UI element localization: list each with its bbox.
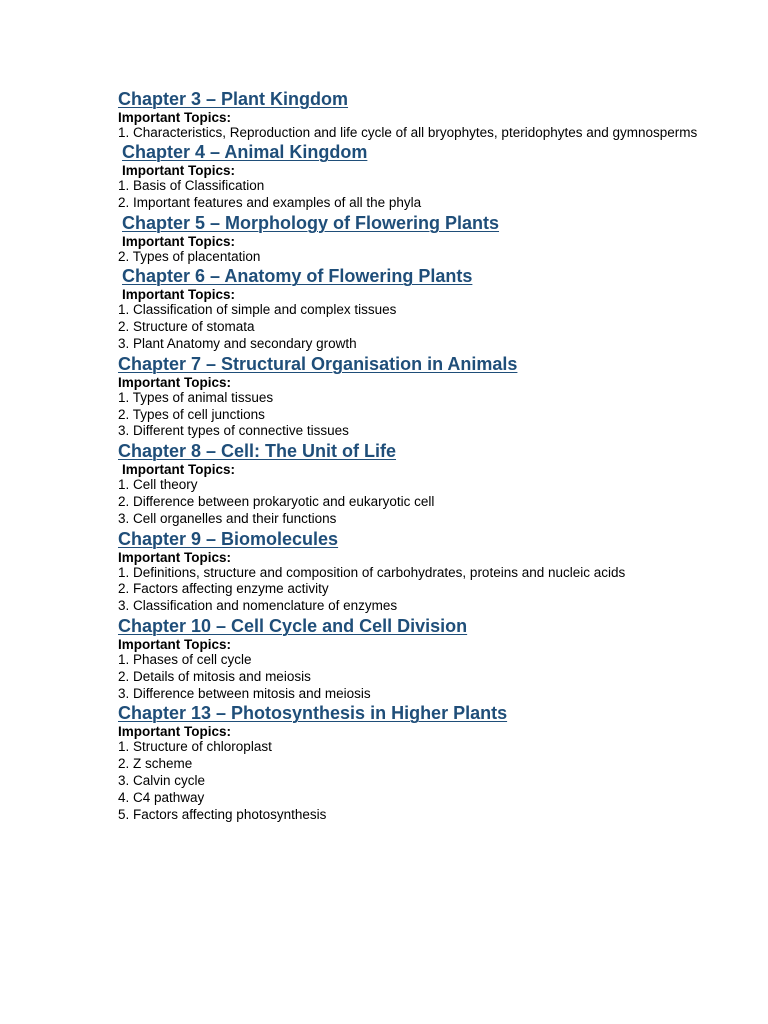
chapter-3-topics-label: Important Topics: [118, 110, 231, 125]
chapter-5-section [118, 212, 738, 266]
topic-item: 1. Phases of cell cycle [118, 651, 252, 667]
topic-item: 1. Types of animal tissues [118, 389, 274, 405]
chapter-5-topics-label: Important Topics: [122, 233, 235, 249]
topic-item: 5. Factors affecting photosynthesis [118, 806, 327, 822]
chapter-6-title[interactable]: Chapter 6 – Anatomy of Flowering Plants [122, 266, 473, 287]
topic-item: 3. Calvin cycle [118, 772, 206, 788]
chapter-7-topics-label: Important Topics: [118, 374, 231, 390]
chapter-10-title[interactable]: Chapter 10 – Cell Cycle and Cell Division [118, 615, 468, 636]
chapter-9-topics-label: Important Topics: [118, 549, 231, 565]
chapter-10-topics-label: Important Topics: [118, 636, 231, 652]
chapter-4-topic-list [118, 178, 738, 212]
chapter-6-section [118, 265, 738, 352]
topic-item: 2. Factors affecting enzyme activity [118, 581, 329, 597]
chapter-4-title[interactable]: Chapter 4 – Animal Kingdom [122, 142, 368, 162]
topic-item: 1. Basis of Classification [118, 178, 265, 193]
chapter-8-topics-label: Important Topics: [122, 462, 235, 478]
chapter-8-section [118, 440, 738, 527]
chapter-6-topic-list [118, 302, 738, 352]
topic-item: 2. Structure of stomata [118, 319, 255, 335]
chapter-9-title[interactable]: Chapter 9 – Biomolecules [118, 528, 339, 549]
chapter-3-title[interactable]: Chapter 3 – Plant Kingdom [118, 89, 349, 109]
chapter-13-topics-label: Important Topics: [118, 724, 231, 740]
chapter-8-title[interactable]: Chapter 8 – Cell: The Unit of Life [118, 441, 397, 462]
chapter-10-section [118, 615, 738, 702]
topic-item: 2. Types of placentation [118, 248, 261, 264]
document-body [118, 88, 738, 823]
topic-item: 3. Classification and nomenclature of enzymes [118, 598, 398, 614]
topic-item: 2. Details of mitosis and meiosis [118, 668, 311, 684]
topic-item: 4. C4 pathway [118, 789, 205, 805]
topic-item: 3. Different types of connective tissues [118, 423, 349, 439]
chapter-7-section [118, 353, 738, 440]
topic-item: 1. Definitions, structure and composition of carbohydrates, proteins and nucleic acids [118, 564, 626, 580]
chapter-6-topics-label: Important Topics: [122, 287, 235, 303]
chapter-13-section [118, 702, 738, 823]
chapter-3-topic-list [118, 125, 738, 141]
chapter-9-section [118, 528, 738, 615]
chapter-7-topic-list [118, 390, 738, 440]
chapter-9-topic-list [118, 565, 738, 615]
chapter-13-title[interactable]: Chapter 13 – Photosynthesis in Higher Plants [118, 703, 508, 724]
chapter-8-topic-list [118, 477, 738, 527]
topic-item: 3. Cell organelles and their functions [118, 510, 337, 526]
chapter-4-section [118, 141, 738, 212]
topic-item: 3. Difference between mitosis and meiosis [118, 685, 371, 701]
chapter-5-topic-list [118, 249, 738, 266]
topic-item: 1. Cell theory [118, 477, 198, 493]
chapter-4-topics-label: Important Topics: [122, 163, 235, 178]
topic-item: 2. Z scheme [118, 756, 193, 772]
chapter-5-title[interactable]: Chapter 5 – Morphology of Flowering Plants [122, 212, 500, 233]
chapter-10-topic-list [118, 652, 738, 702]
chapter-13-topic-list [118, 739, 738, 823]
topic-item: 3. Plant Anatomy and secondary growth [118, 335, 357, 351]
topic-item: 2. Important features and examples of all the phyla [118, 194, 422, 210]
topic-item: 2. Difference between prokaryotic and eukaryotic cell [118, 493, 435, 509]
topic-item: 1. Classification of simple and complex tissues [118, 302, 397, 318]
chapter-7-title[interactable]: Chapter 7 – Structural Organisation in Animals [118, 353, 518, 374]
topic-item: 1. Characteristics, Reproduction and life cycle of all bryophytes, pteridophytes and gymnosperms [118, 125, 698, 140]
topic-item: 1. Structure of chloroplast [118, 739, 272, 755]
topic-item: 2. Types of cell junctions [118, 406, 265, 422]
chapter-3-section [118, 88, 738, 141]
